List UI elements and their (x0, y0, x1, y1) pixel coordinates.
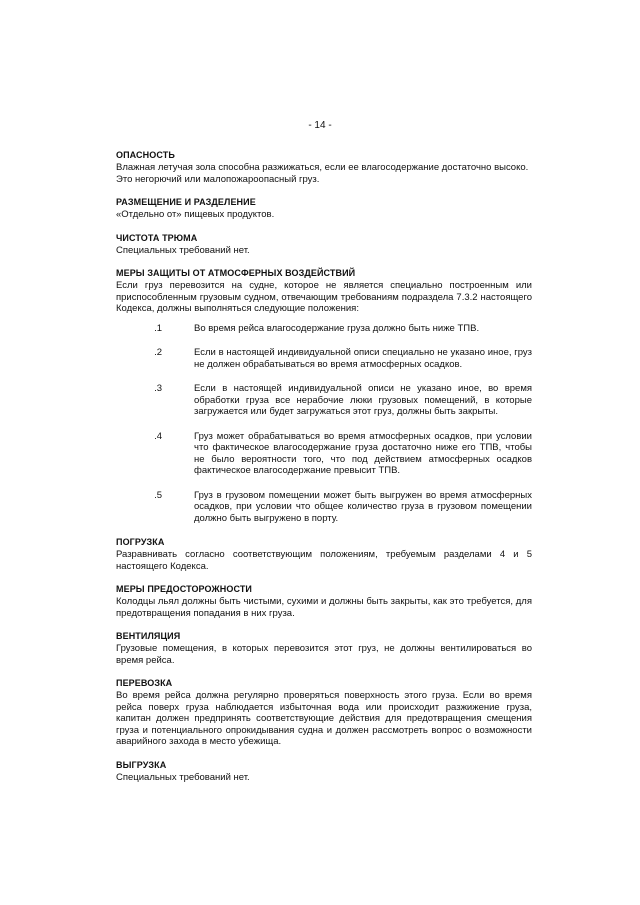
section-paragraph: Специальных требований нет. (116, 771, 250, 783)
item-text: Груз может обрабатываться во время атмосферных осадков, при условии что фактическое влагосодержание груза достаточно ниже его ТПВ, чтобы не было вероятности того, что под действием атмосферных осадков фактическое влагосодержание превысит ТПВ. (194, 430, 532, 476)
section-carriage (116, 678, 532, 748)
item-text: Во время рейса влагосодержание груза должно быть ниже ТПВ. (194, 322, 480, 334)
item-text: Если в настоящей индивидуальной описи специально не указано иное, груз не должен обрабатываться во время атмосферных осадков. (194, 347, 532, 370)
section-loading (116, 537, 532, 572)
section-hazard (116, 150, 532, 185)
provisions-list (116, 323, 532, 525)
section-heading: ОПАСНОСТЬ (116, 150, 175, 160)
section-precautions (116, 584, 532, 619)
section-stowage (116, 197, 532, 221)
section-paragraph: Колодцы льял должны быть чистыми, сухими и должны быть закрыты, как это требуется, для предотвращения попадания в них груза. (116, 596, 532, 619)
item-number: .5 (154, 489, 162, 501)
section-heading: ВЫГРУЗКА (116, 759, 167, 770)
section-paragraph: Грузовые помещения, в которых перевозится этот груз, не должны вентилироваться во время рейса. (116, 643, 532, 666)
page-number: - 14 - (308, 120, 332, 131)
section-discharge (116, 760, 532, 784)
section-heading: РАЗМЕЩЕНИЕ И РАЗДЕЛЕНИЕ (116, 197, 256, 207)
section-paragraph: Во время рейса должна регулярно проверяться поверхность этого груза. Если во время рейса поверх груза наблюдается избыточная вода или происходит разжижение груза, капитан должен предпринять соответствующие действия для предотвращения смещения груза и потенциального опрокидывания судна и должен рассмотреть вопрос о возможности аварийного захода в место убежища. (116, 690, 532, 747)
section-paragraph: Специальных требований нет. (116, 244, 250, 256)
section-paragraph: Разравнивать согласно соответствующим положениям, требуемым разделами 4 и 5 настоящего Кодекса. (116, 549, 532, 572)
section-heading: ЧИСТОТА ТРЮМА (116, 232, 198, 243)
list-item (116, 431, 532, 477)
section-paragraph: Если груз перевозится на судне, которое не является специально построенным или приспособленным грузовым судном, отвечающим требованиям подраздела 7.3.2 настоящего Кодекса, должны выполняться следующие положения: (116, 280, 532, 314)
list-item (116, 383, 532, 418)
section-hold-cleanliness (116, 233, 532, 257)
section-heading: ВЕНТИЛЯЦИЯ (116, 631, 181, 641)
item-text: Если в настоящей индивидуальной описи не указано иное, во время обработки груза все нерабочие люки грузовых помещений, в которые загружается или будет загружаться этот груз, должны быть закрыты. (194, 383, 532, 417)
section-heading: ПОГРУЗКА (116, 537, 165, 547)
list-item (116, 347, 532, 370)
item-number: .4 (154, 430, 162, 442)
section-paragraph: «Отдельно от» пищевых продуктов. (116, 209, 275, 220)
item-number: .2 (154, 347, 162, 358)
section-paragraph: Это негорючий или малопожароопасный груз. (116, 173, 320, 185)
section-heading: МЕРЫ ПРЕДОСТОРОЖНОСТИ (116, 584, 252, 594)
section-heading: ПЕРЕВОЗКА (116, 678, 173, 688)
section-ventilation (116, 631, 532, 666)
item-text: Груз в грузовом помещении может быть выгружен во время атмосферных осадков, при условии что общее количество груза в грузовом помещении должно быть выгружено в порту. (194, 489, 532, 524)
item-number: .1 (154, 322, 162, 334)
section-heading: МЕРЫ ЗАЩИТЫ ОТ АТМОСФЕРНЫХ ВОЗДЕЙСТВИЙ (116, 268, 356, 278)
section-weather-precautions (116, 268, 532, 524)
item-number: .3 (154, 383, 162, 394)
document-body (116, 150, 532, 795)
section-paragraph: Влажная летучая зола способна разжижаться, если ее влагосодержание достаточно высоко. (116, 162, 529, 173)
list-item (116, 490, 532, 525)
list-item (116, 323, 532, 335)
